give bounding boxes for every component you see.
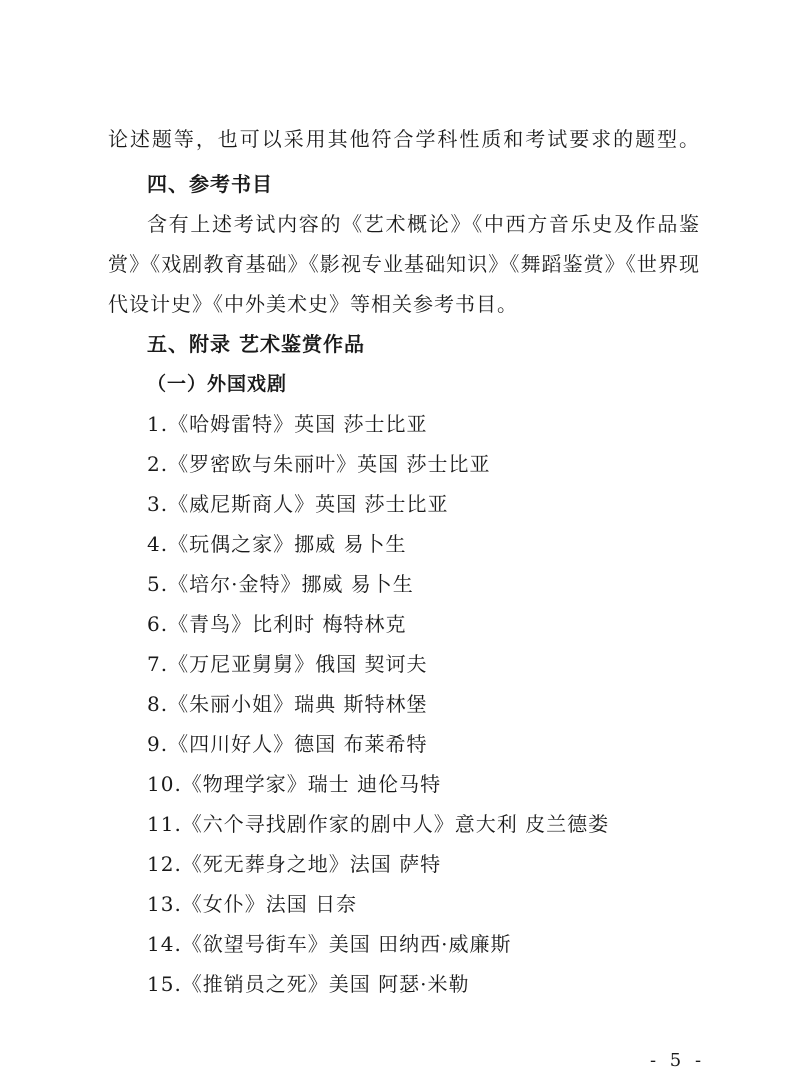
list-item: 14.《欲望号街车》美国 田纳西·威廉斯	[147, 932, 512, 956]
list-item: 7.《万尼亚舅舅》俄国 契诃夫	[147, 652, 428, 676]
section-4-heading: 四、参考书目	[147, 172, 273, 196]
list-item: 6.《青鸟》比利时 梅特林克	[147, 612, 407, 636]
list-item: 9.《四川好人》德国 布莱希特	[147, 732, 428, 756]
section-5-heading: 五、附录 艺术鉴赏作品	[147, 332, 365, 356]
page-number: - 5 -	[650, 1050, 706, 1071]
list-item: 5.《培尔·金特》挪威 易卜生	[147, 572, 414, 596]
list-item: 8.《朱丽小姐》瑞典 斯特林堡	[147, 692, 428, 716]
list-item: 15.《推销员之死》美国 阿瑟·米勒	[147, 972, 470, 996]
list-item: 2.《罗密欧与朱丽叶》英国 莎士比亚	[147, 452, 491, 476]
section-4-paragraph-line-2: 赏》《戏剧教育基础》《影视专业基础知识》《舞蹈鉴赏》《世界现	[108, 252, 700, 276]
subsection-foreign-drama-heading: （一）外国戏剧	[147, 373, 288, 395]
section-4-paragraph-line-1: 含有上述考试内容的《艺术概论》《中西方音乐史及作品鉴	[147, 212, 700, 236]
list-item: 13.《女仆》法国 日奈	[147, 892, 358, 916]
section-4-paragraph-line-3: 代设计史》《中外美术史》等相关参考书目。	[108, 292, 518, 316]
list-item: 3.《威尼斯商人》英国 莎士比亚	[147, 492, 449, 516]
list-item: 12.《死无葬身之地》法国 萨特	[147, 852, 442, 876]
list-item: 10.《物理学家》瑞士 迪伦马特	[147, 772, 442, 796]
list-item: 1.《哈姆雷特》英国 莎士比亚	[147, 412, 428, 436]
list-item: 11.《六个寻找剧作家的剧中人》意大利 皮兰德娄	[147, 812, 610, 836]
list-item: 4.《玩偶之家》挪威 易卜生	[147, 532, 407, 556]
intro-paragraph-line: 论述题等，也可以采用其他符合学科性质和考试要求的题型。	[108, 127, 700, 151]
